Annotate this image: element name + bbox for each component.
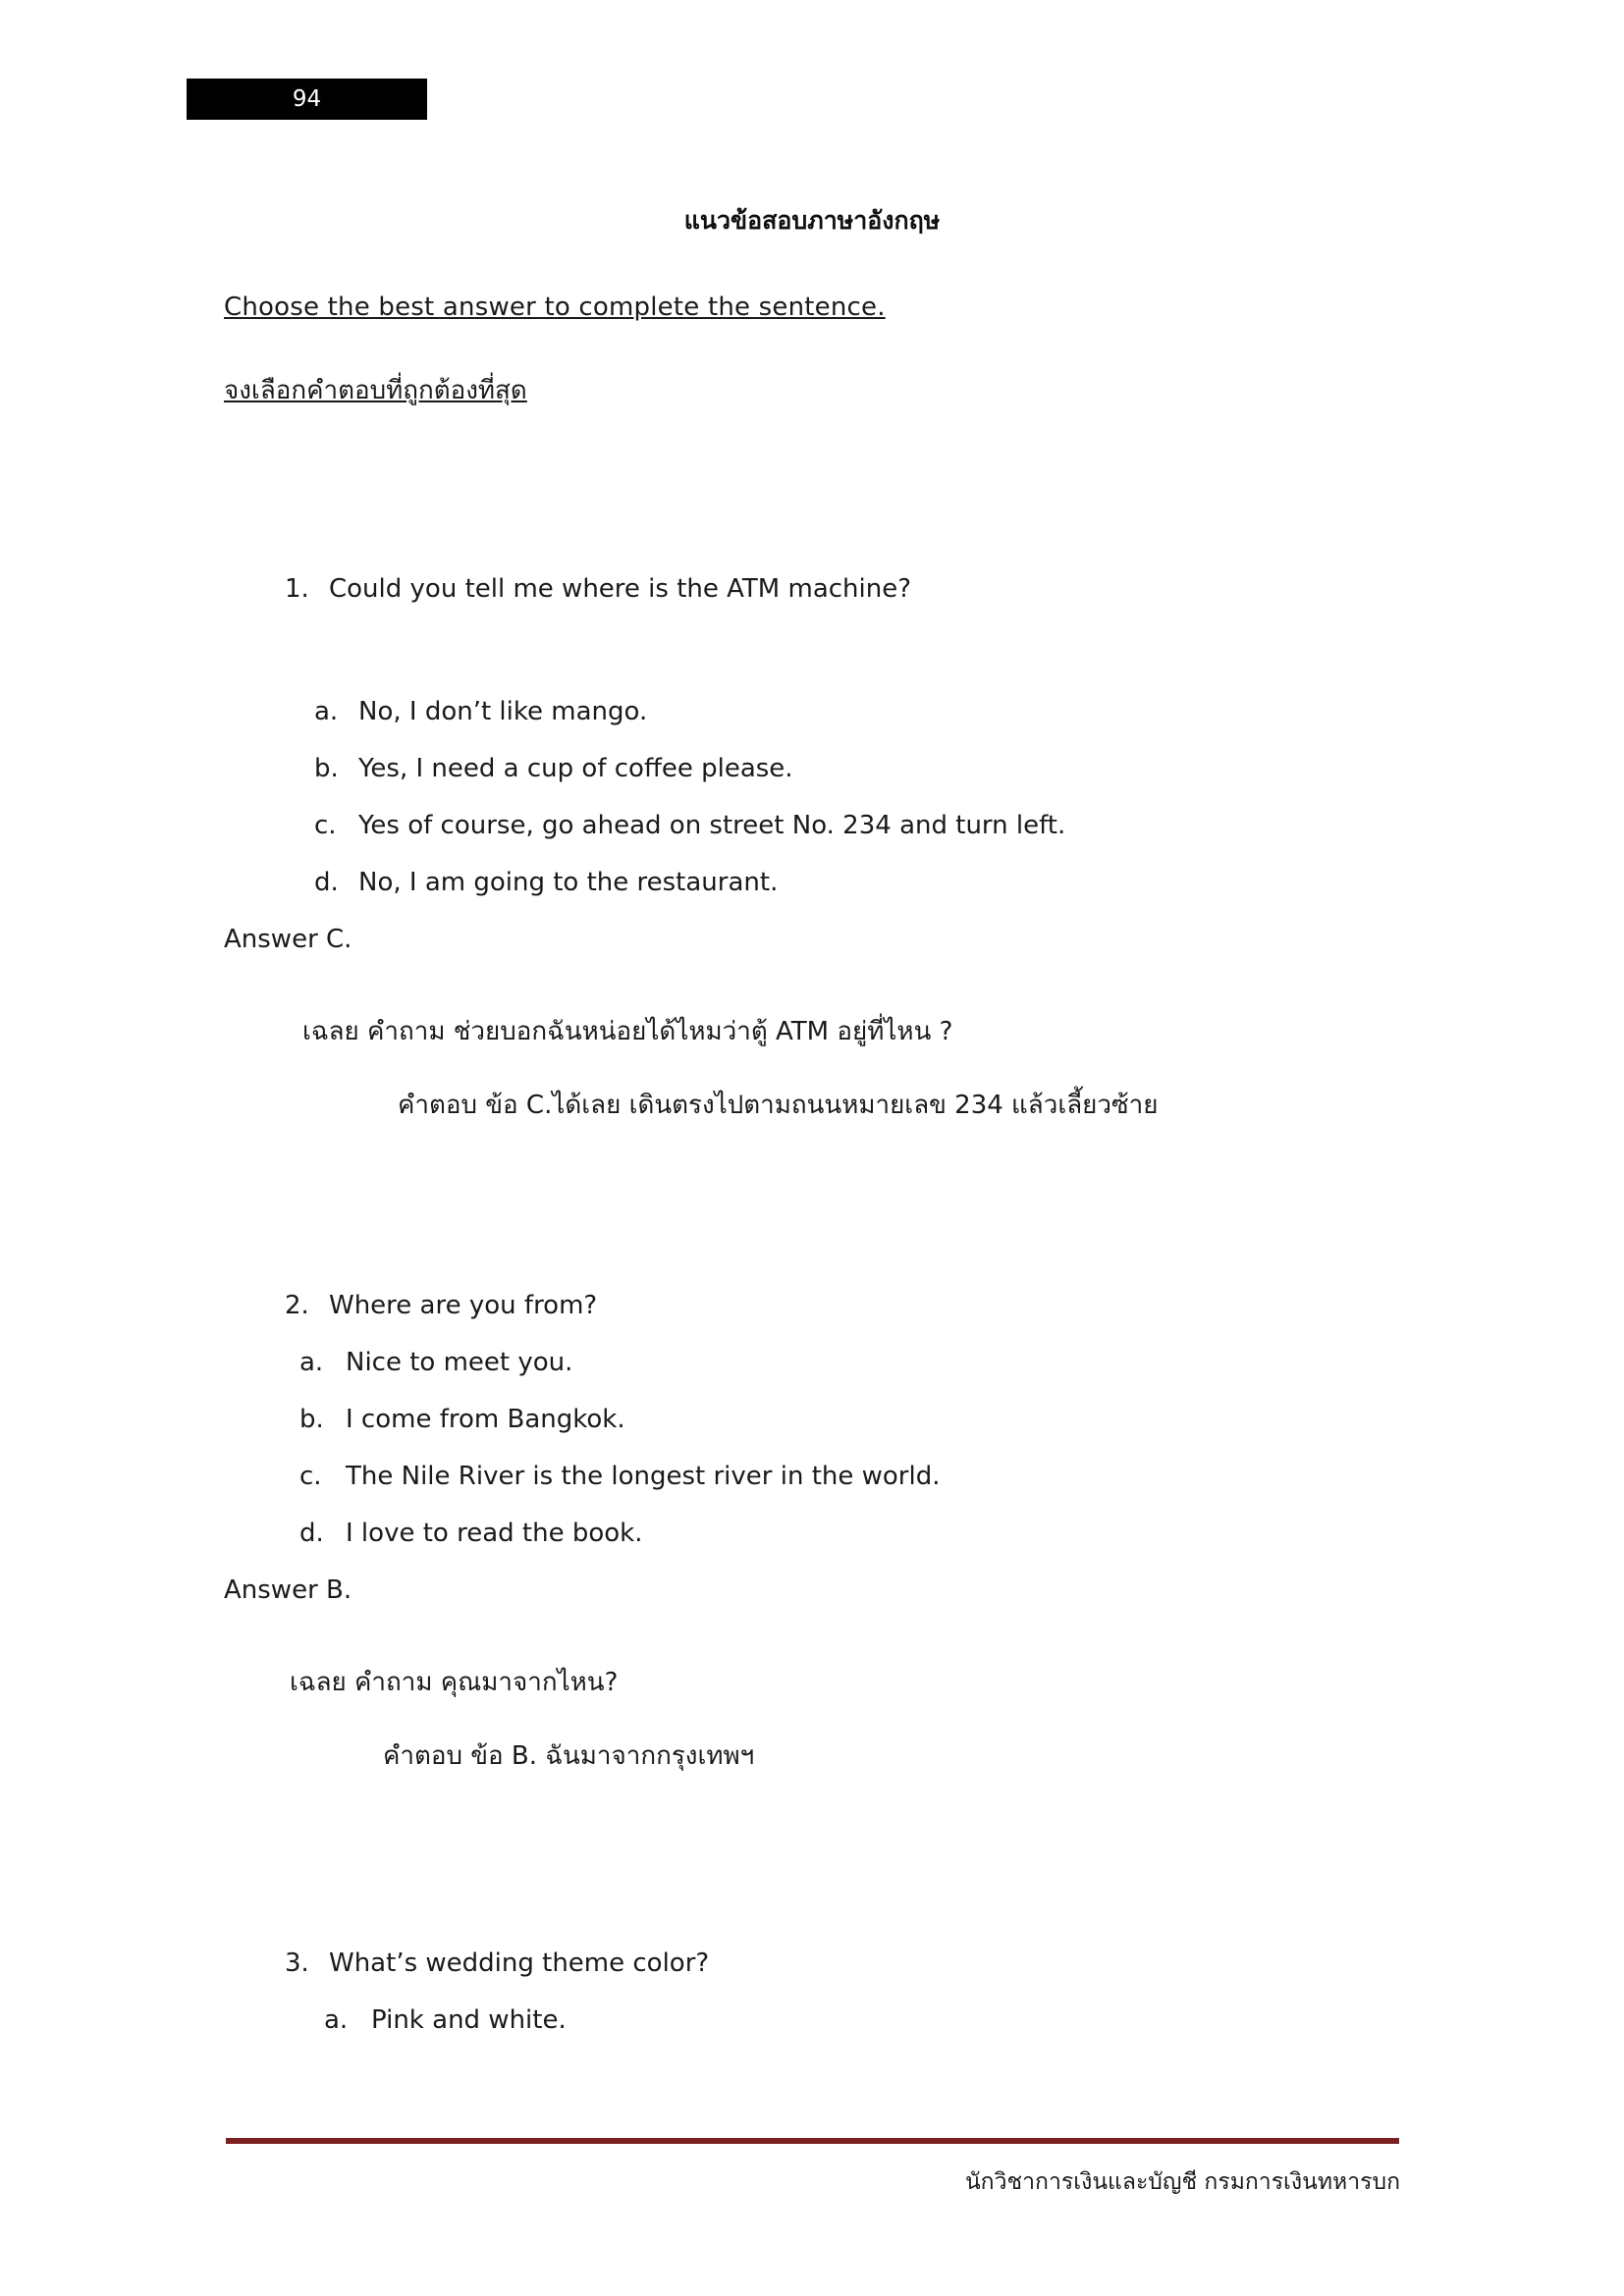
question-1-answer: Answer C. [224, 925, 352, 954]
question-1-stem: Could you tell me where is the ATM machine? [329, 574, 912, 604]
page-number-tab [187, 79, 427, 120]
question-2-choice-c[interactable]: The Nile River is the longest river in the world. [346, 1462, 941, 1491]
question-2-choice-d[interactable]: I love to read the book. [346, 1519, 643, 1548]
question-2-choice-a-letter: a. [299, 1348, 324, 1377]
question-1-choice-b[interactable]: Yes, I need a cup of coffee please. [358, 754, 793, 783]
question-1-choice-a-letter: a. [314, 697, 339, 726]
question-1-choice-d[interactable]: No, I am going to the restaurant. [358, 868, 779, 897]
page-number: 94 [292, 86, 322, 112]
question-1-choice-b-letter: b. [314, 754, 339, 783]
question-2-choice-d-letter: d. [299, 1519, 324, 1548]
question-1-number: 1. [285, 574, 309, 604]
instruction-thai: จงเลือกคำตอบที่ถูกต้องที่สุด [224, 376, 527, 405]
question-1-choice-c-letter: c. [314, 811, 337, 840]
footer-text: นักวิชาการเงินและบัญชี กรมการเงินทหารบก [964, 2169, 1400, 2195]
question-1-choice-d-letter: d. [314, 868, 339, 897]
question-2-choice-b[interactable]: I come from Bangkok. [346, 1405, 625, 1434]
question-2-number: 2. [285, 1291, 309, 1320]
question-1-explain-question: เฉลย คำถาม ช่วยบอกฉันหน่อยได้ไหมว่าตู้ ATM อยู่ที่ไหน ? [302, 1017, 953, 1046]
question-3-stem: What’s wedding theme color? [329, 1949, 710, 1978]
question-2-answer: Answer B. [224, 1575, 352, 1605]
question-2-stem: Where are you from? [329, 1291, 598, 1320]
question-1-explain-answer: คำตอบ ข้อ C.ได้เลย เดินตรงไปตามถนนหมายเลข 234 แล้วเลี้ยวซ้าย [398, 1091, 1159, 1120]
question-3-choice-a-letter: a. [324, 2005, 349, 2035]
question-3-number: 3. [285, 1949, 309, 1978]
page-title: แนวข้อสอบภาษาอังกฤษ [683, 206, 941, 235]
question-1-choice-a[interactable]: No, I don’t like mango. [358, 697, 648, 726]
question-2-explain-question: เฉลย คำถาม คุณมาจากไหน? [290, 1668, 619, 1697]
question-2-choice-c-letter: c. [299, 1462, 322, 1491]
question-2-choice-b-letter: b. [299, 1405, 324, 1434]
question-2-explain-answer: คำตอบ ข้อ B. ฉันมาจากกรุงเทพฯ [383, 1741, 755, 1771]
footer-divider [226, 2138, 1399, 2144]
question-2-choice-a[interactable]: Nice to meet you. [346, 1348, 573, 1377]
question-3-choice-a[interactable]: Pink and white. [371, 2005, 567, 2035]
instruction-english: Choose the best answer to complete the sentence. [224, 293, 886, 322]
question-1-choice-c[interactable]: Yes of course, go ahead on street No. 234 and turn left. [358, 811, 1066, 840]
